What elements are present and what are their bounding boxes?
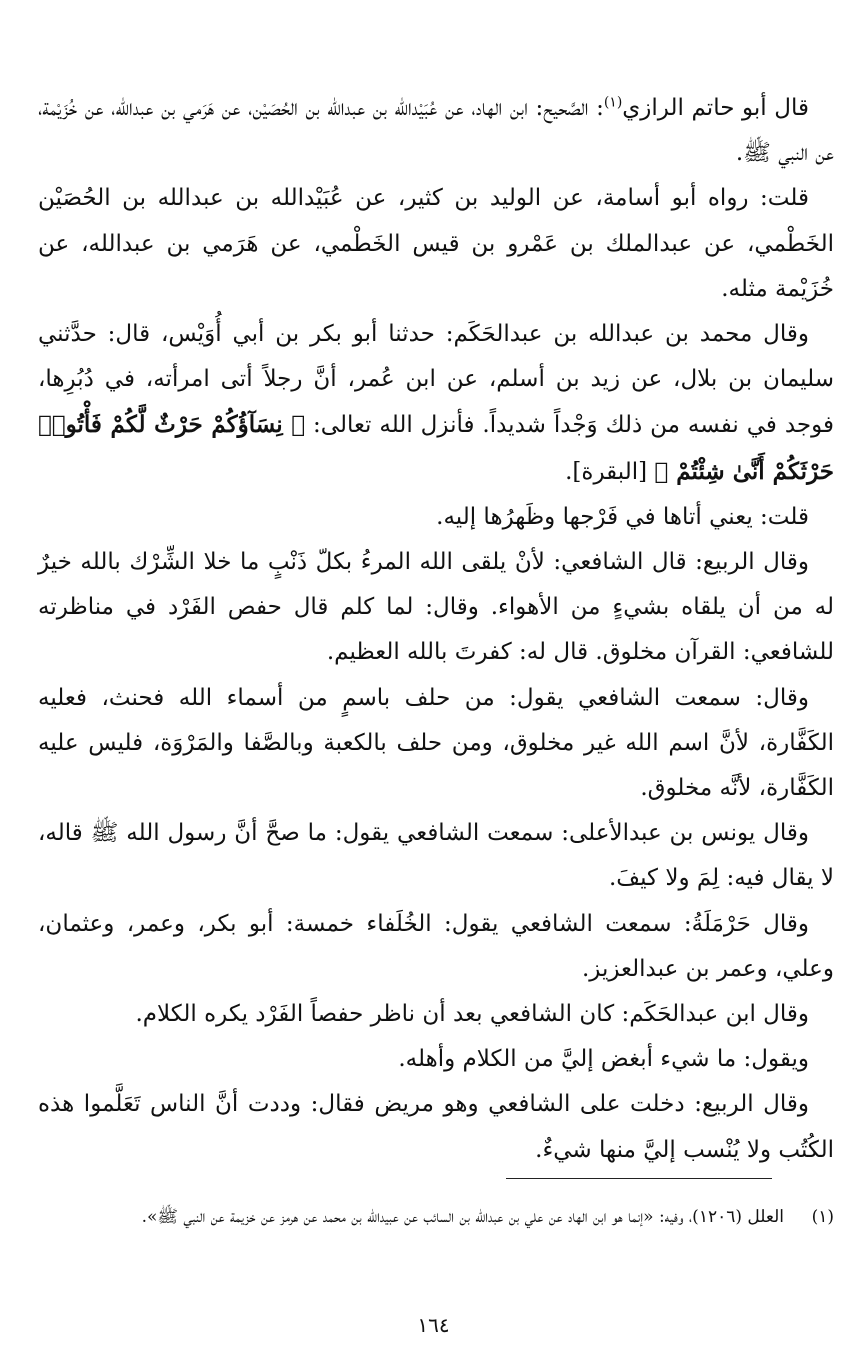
page-number: ١٦٤ <box>417 1313 450 1337</box>
paragraph-text: : الصَّحيح: ابن الهاد، عن عُبَيْدالله بن عبدالله بن الحُصَيْن، عن هَرَمي بن عبدالله، عن خُزَيْمة، عن النبي ﷺ. <box>38 95 834 167</box>
quran-verse: ﴿ نِسَآؤُكُمْ حَرْثٌ لَّكُمْ فَأْتُوا۟ حَرْثَكُمْ أَنَّىٰ شِئْتُمْ ﴾ <box>38 411 834 485</box>
surah-reference: [البقرة]. <box>565 458 655 485</box>
paragraph-abghad: ويقول: ما شيء أبغض إليَّ من الكلام وأهله. <box>398 1046 809 1073</box>
paragraph-rabi-kutub: وقال الربيع: دخلت على الشافعي وهو مريض فقال: وددت أنَّ الناس تَعَلَّموا هذه الكُتُب ولا يُنْسب إليَّ منها شيءٌ. <box>38 1091 834 1163</box>
paragraph-text: قال أبو حاتم الرازي <box>622 95 810 121</box>
main-text <box>38 86 834 1173</box>
paragraph-text: وقال محمد بن عبدالله بن عبدالحَكَم: حدثنا أبو بكر بن أبي أُوَيْس، قال: حدَّثني سليمان بن بلال، عن زيد بن أسلم، عن ابن عُمر، أنَّ رجلاً أتى امرأته، في دُبُرِها، فوجد في نفسه من ذلك وَجْداً شديداً. فأنزل الله تعالى: <box>38 321 835 439</box>
paragraph-harmala: وقال حَرْمَلَةُ: سمعت الشافعي يقول: الخُلَفاء خمسة: أبو بكر، وعمر، وعثمان، وعلي، وعمر بن عبدالعزيز. <box>38 910 834 982</box>
footnote-number: (١) <box>811 1207 834 1227</box>
footnote-divider <box>506 1178 772 1179</box>
paragraph-ibn-abdulhakam <box>38 312 834 495</box>
paragraph-yunus: وقال يونس بن عبدالأعلى: سمعت الشافعي يقول: ما صحَّ أنَّ رسول الله ﷺ قاله، لا يقال فيه: لِمَ ولا كيفَ. <box>38 820 834 892</box>
footnote <box>28 1202 834 1233</box>
footnote-text: العلل (١٢٠٦)، وفيه: «إنما هو ابن الهاد عن علي بن عبدالله بن السائب عن عبيدالله بن محمد عن هرمز عن خزيمة عن النبي ﷺ». <box>141 1207 784 1227</box>
paragraph-abu-hatim <box>38 86 834 176</box>
paragraph-kaffara: وقال: سمعت الشافعي يقول: من حلف باسمٍ من أسماء الله فحنث، فعليه الكَفَّارة، لأنَّ اسم الله غير مخلوق، ومن حلف بالكعبة وبالصَّفا والمَرْوَة، فليس عليه الكَفَّارة، لأنَّه مخلوق. <box>38 684 834 802</box>
footnote-reference[interactable]: (١) <box>603 94 623 111</box>
paragraph-rabi-shirk: وقال الربيع: قال الشافعي: لأنْ يلقى الله المرءُ بكلّ ذَنْبٍ ما خلا الشِّرْك بالله خيرٌ له من أن يلقاه بشيءٍ من الأهواء. وقال: لما كلم قال حفص الفَرْد في مناظرته للشافعي: القرآن مخلوق. قال له: كفرتَ بالله العظيم. <box>38 549 834 666</box>
paragraph-ibn-abdulhakam-kalam: وقال ابن عبدالحَكَم: كان الشافعي بعد أن ناظر حفصاً الفَرْد يكره الكلام. <box>135 1001 809 1028</box>
paragraph-qultu-explanation: قلت: يعني أتاها في فَرْجها وظَهرُها إليه. <box>436 503 809 530</box>
paragraph-abu-usama: قلت: رواه أبو أسامة، عن الوليد بن كثير، عن عُبَيْدالله بن عبدالله بن الحُصَيْن الخَطْمي، عن عبدالملك بن عَمْرو بن قيس الخَطْمي، عن هَرَمي بن عبدالله، عن خُزَيْمة مثله. <box>38 185 834 302</box>
